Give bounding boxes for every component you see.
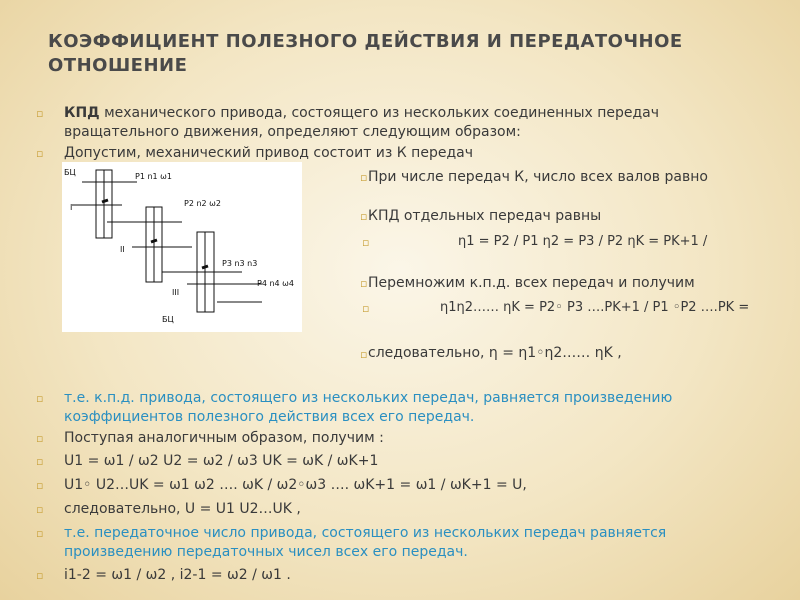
diagram-label-p4: P4 n4 ω4 (257, 279, 294, 288)
bullet-icon: ▫ (362, 302, 370, 315)
bullet-icon: ▫ (36, 432, 44, 445)
shafts-count-text: При числе передач К, число всех валов равно (368, 169, 708, 185)
diagram-label-bc-bottom: БЦ (162, 315, 174, 324)
bullet-icon: ▫ (360, 171, 368, 184)
bullet-icon: ▫ (360, 348, 368, 361)
multiply-text: Перемножим к.п.д. всех передач и получим (368, 275, 695, 291)
diagram-label-p3: P3 n3 n3 (222, 259, 258, 268)
slide-title: КОЭФФИЦИЕНТ ПОЛЕЗНОГО ДЕЙСТВИЯ И ПЕРЕДАТОЧНОЕ ОТНОШЕНИЕ (48, 31, 683, 76)
i-formula: i1-2 = ω1 / ω2 , i2-1 = ω2 / ω1 . (64, 567, 291, 583)
ratio-formula-1: U1 = ω1 / ω2 U2 = ω2 / ω3 UK = ωK / ωK+1 (64, 453, 379, 469)
diagram-label-shaft-2: II (120, 245, 125, 254)
bullet-icon: ▫ (36, 569, 44, 582)
diagram-label-p2: P2 n2 ω2 (184, 199, 221, 208)
ratio-formula-2: U1◦ U2…UK = ω1 ω2 …. ωK / ω2◦ω3 …. ωK+1 = ω1 / ωK+1 = U, (64, 477, 527, 493)
ratio-consequently-text: следовательно, U = U1 U2…UK , (64, 501, 301, 517)
bullet-icon: ▫ (36, 527, 44, 540)
intro-line-2: вращательного движения, определяют следующим образом: (64, 124, 521, 140)
bullet-icon: ▫ (36, 455, 44, 468)
conclusion-ratio-line-2: произведению передаточных чисел всех его передач. (64, 544, 468, 560)
bullet-icon: ▫ (36, 503, 44, 516)
diagram-label-bc-top: БЦ (64, 168, 76, 177)
bullet-icon: ▫ (360, 277, 368, 290)
intro-line-3: Допустим, механический привод состоит из К передач (64, 145, 473, 161)
efficiencies-formula: η1 = P2 / P1 η2 = P3 / P2 ηK = PK+1 / (458, 234, 708, 249)
conclusion-kpd-line-1: т.е. к.п.д. привода, состоящего из нескольких передач, равняется произведению (64, 390, 673, 406)
bullet-icon: ▫ (362, 236, 370, 249)
gear-drive-svg (62, 162, 302, 332)
diagram-label-shaft-3: III (172, 288, 180, 297)
gear-drive-diagram (62, 162, 302, 332)
bullet-icon: ▫ (36, 392, 44, 405)
bullet-icon: ▫ (360, 210, 368, 223)
bullet-icon: ▫ (36, 107, 44, 120)
efficiencies-intro-text: КПД отдельных передач равны (368, 208, 602, 224)
diagram-label-shaft-1: I (70, 203, 73, 212)
product-formula: η1η2…… ηK = P2◦ P3 ….PK+1 / P1 ◦P2 ….PK = (440, 300, 750, 315)
intro-line-1 (64, 104, 659, 123)
conclusion-ratio-line-1: т.е. передаточное число привода, состоящего из нескольких передач равняется (64, 525, 667, 541)
diagram-label-p1: P1 n1 ω1 (135, 172, 172, 181)
bullet-icon: ▫ (36, 479, 44, 492)
kpd-bold: КПД (64, 105, 100, 121)
conclusion-kpd-line-2: коэффициентов полезного действия всех его передач. (64, 409, 475, 425)
bullet-icon: ▫ (36, 147, 44, 160)
intro-line-1-text: механического привода, состоящего из нескольких соединенных передач (99, 105, 660, 121)
consequently-kpd-text: следовательно, η = η1◦η2…… ηK , (368, 345, 622, 361)
analog-text: Поступая аналогичным образом, получим : (64, 430, 384, 446)
